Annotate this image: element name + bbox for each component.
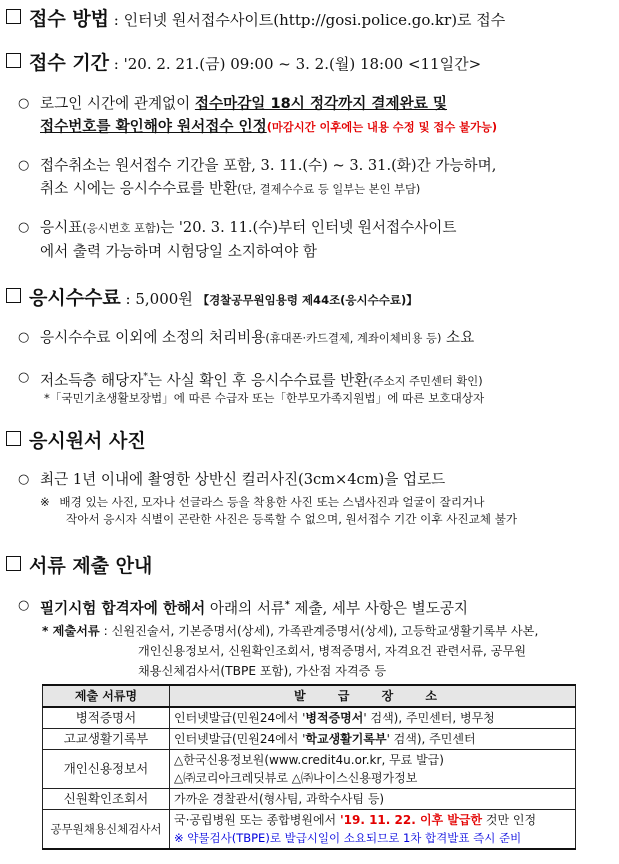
bullet-circle-icon: ○ — [18, 330, 30, 345]
item-note: (단, 결제수수료 등 일부는 본인 부담) — [237, 183, 421, 196]
item-text: 저소득층 해당자 — [40, 371, 144, 389]
column-header: 발 급 장 소 — [170, 685, 576, 707]
table-row — [43, 729, 576, 750]
cell-emphasis: 학교생활기록부 — [305, 732, 387, 746]
item-emphasis: 필기시험 합격자에 한해서 — [40, 599, 206, 617]
list-item — [18, 154, 611, 201]
section-application-fee — [6, 285, 613, 313]
document-issuance-table — [42, 684, 576, 850]
cell-text: ' 검색), 주민센터, 병무청 — [363, 711, 495, 725]
item-text: 응시표 — [40, 219, 83, 236]
section-application-period — [6, 50, 613, 77]
item-emphasis: 접수마감일 18시 정각까지 결제완료 및 — [194, 95, 448, 112]
list-item — [18, 326, 611, 350]
table-row — [43, 707, 576, 729]
cell-text: 것만 인정 — [482, 813, 537, 827]
item-text: 응시수수료 이외에 소정의 처리비용 — [40, 329, 266, 346]
item-note: (주소지 주민센터 확인) — [368, 374, 483, 388]
photo-note — [40, 494, 611, 528]
issuance-place — [170, 707, 576, 729]
item-text: 는 '20. 3. 11.(수)부터 인터넷 원서접수사이트 — [160, 219, 457, 236]
colon: : — [120, 290, 136, 308]
footnote-star: * — [285, 600, 290, 610]
checkbox-square-icon — [6, 288, 21, 303]
docs-line: 개인신용정보서, 신원확인조회서, 병적증명서, 자격요건 관련서류, 공무원 — [138, 644, 527, 658]
colon: : — [99, 624, 112, 638]
colon: : — [109, 55, 124, 73]
document-name: 병적증명서 — [43, 707, 170, 729]
bullet-circle-icon: ○ — [18, 96, 30, 111]
item-text: 취소 시에는 응시수수료를 반환 — [40, 180, 238, 197]
cell-text: △한국신용정보원(www.credit4u.or.kr, 무료 발급) — [174, 753, 444, 767]
item-note: (휴대폰·카드결제, 계좌이체비용 등) — [265, 332, 442, 345]
section-title: 응시원서 사진 — [29, 430, 146, 452]
fee-amount: 5,000원 — [135, 290, 198, 308]
checkbox-square-icon — [6, 9, 21, 24]
item-text: 접수취소는 원서접수 기간을 포함, 3. 11.(수) ~ 3. 31.(화)간 가능하며, — [40, 157, 497, 174]
item-text: 제출, 세부 사항은 별도공지 — [289, 599, 469, 617]
docs-line: 신원진술서, 기본증명서(상세), 가족관계증명서(상세), 고등학교생활기록부 사본, — [111, 624, 539, 638]
section-title: 서류 제출 안내 — [29, 555, 153, 577]
column-header: 제출 서류명 — [43, 685, 170, 707]
cell-text: 인터넷발급(민원24에서 ' — [174, 732, 306, 746]
footnote-star: * — [143, 372, 148, 382]
issuance-place: 가까운 경찰관서(형사팀, 과학수사팀 등) — [170, 789, 576, 810]
cell-text: 인터넷발급(민원24에서 ' — [174, 711, 306, 725]
document-name: 공무원채용신체검사서 — [43, 810, 170, 850]
note-mark: ※ — [40, 495, 50, 509]
bullet-circle-icon: ○ — [18, 472, 30, 487]
note-text: 작아서 응시자 식별이 곤란한 사진은 등록할 수 없으며, 원서접수 기간 이후 사진교체 불가 — [66, 512, 518, 526]
cell-text: 국·공립병원 또는 종합병원에서 — [174, 813, 340, 827]
checkbox-square-icon — [6, 431, 21, 446]
list-item — [18, 216, 611, 263]
list-item — [18, 594, 611, 620]
document-name: 신원확인조회서 — [43, 789, 170, 810]
item-warning: (마감시간 이후에는 내용 수정 및 접수 불가능) — [266, 121, 498, 134]
item-text: 최근 1년 이내에 촬영한 상반신 컬러사진(3cm×4cm)을 업로드 — [40, 471, 446, 488]
docs-label: * 제출서류 — [42, 624, 100, 638]
checkbox-square-icon — [6, 53, 21, 68]
section-application-photo — [6, 428, 613, 454]
table-row — [43, 789, 576, 810]
table-row — [43, 810, 576, 850]
docs-line: 채용신체검사서(TBPE 포함), 가산점 자격증 등 — [138, 664, 387, 678]
list-item — [18, 468, 611, 491]
note-text: 배경 있는 사진, 모자나 선글라스 등을 착용한 사진 또는 스냅사진과 얼굴이 잘리거나 — [59, 495, 485, 509]
cell-text: △㈜코리아크레딧뷰로 △㈜나이스신용평가정보 — [174, 771, 418, 785]
item-text: 에서 출력 가능하며 시험당일 소지하여야 함 — [40, 243, 317, 260]
list-item — [18, 366, 611, 393]
table-row — [43, 750, 576, 789]
item-text: 로그인 시간에 관계없이 — [40, 95, 195, 112]
document-name: 개인신용정보서 — [43, 750, 170, 789]
footnote: *「국민기초생활보장법」에 따른 수급자 또는「한부모가족지원법」에 따른 보호대상자 — [44, 391, 485, 405]
item-text: 는 사실 확인 후 응시수수료를 반환 — [147, 371, 369, 389]
section-title: 접수 기간 — [29, 52, 110, 74]
checkbox-square-icon — [6, 556, 21, 571]
list-item — [18, 92, 611, 139]
section-title: 응시수수료 — [29, 287, 121, 309]
issuance-place — [170, 750, 576, 789]
cell-emphasis: 병적증명서 — [305, 711, 364, 725]
document-name: 고교생활기록부 — [43, 729, 170, 750]
bullet-circle-icon: ○ — [18, 598, 30, 613]
section-document-submission — [6, 553, 613, 579]
bullet-circle-icon: ○ — [18, 370, 30, 385]
bullet-circle-icon: ○ — [18, 220, 30, 235]
section-text: '20. 2. 21.(금) 09:00 ~ 3. 2.(월) 18:00 <11일간> — [123, 55, 482, 73]
cell-warning: '19. 11. 22. 이후 발급한 — [339, 813, 483, 827]
section-text: 인터넷 원서접수사이트(http://gosi.police.go.kr)로 접수 — [123, 11, 506, 29]
fee-reference: 【경찰공무원임용령 제44조(응시수수료)】 — [197, 293, 418, 307]
section-application-method — [6, 6, 613, 33]
item-text: 소요 — [441, 329, 475, 346]
item-text: 아래의 서류 — [205, 599, 286, 617]
bullet-circle-icon: ○ — [18, 158, 30, 173]
section-title: 접수 방법 — [29, 8, 110, 30]
issuance-place — [170, 810, 576, 850]
item-emphasis: 접수번호를 확인해야 원서접수 인정 — [40, 118, 267, 135]
colon: : — [109, 11, 124, 29]
document-list — [42, 621, 611, 681]
cell-text: ' 검색), 주민센터 — [386, 732, 476, 746]
table-header-row — [43, 685, 576, 707]
issuance-place — [170, 729, 576, 750]
item-note: (응시번호 포함) — [82, 222, 161, 235]
cell-note: ※ 약물검사(TBPE)로 발급시일이 소요되므로 1차 합격발표 즉시 준비 — [174, 831, 522, 845]
